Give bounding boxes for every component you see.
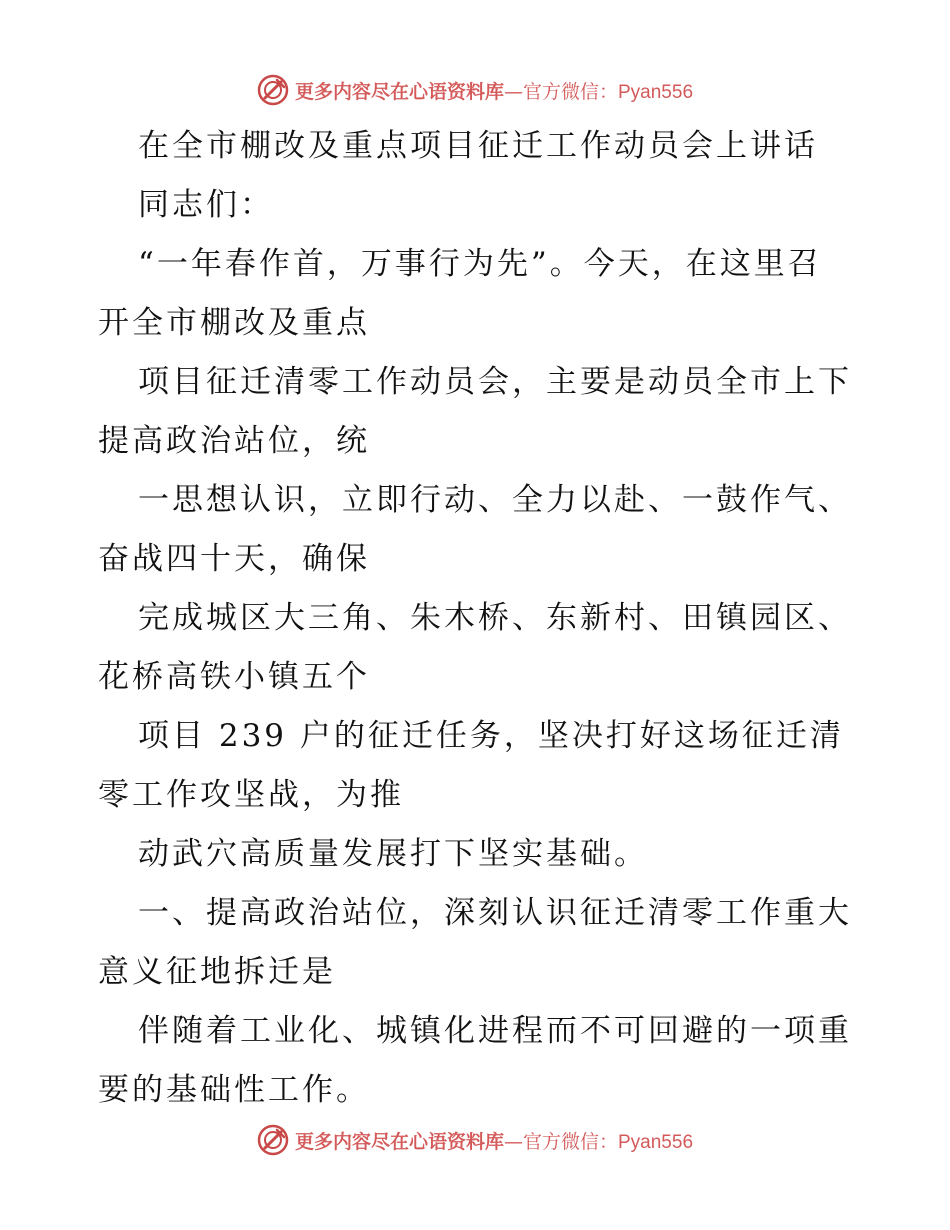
- paragraph-line: 动武穴高质量发展打下坚实基础。: [138, 836, 648, 872]
- footer-banner: [0, 1120, 950, 1160]
- seal-logo-icon: [257, 74, 289, 106]
- banner-contact-label: 官方微信：: [522, 1130, 618, 1153]
- paragraph-line: 奋战四十天，确保: [98, 541, 370, 577]
- paragraph-line: 项目征迁清零工作动员会，主要是动员全市上下: [138, 364, 852, 400]
- document-title: 在全市棚改及重点项目征迁工作动员会上讲话: [138, 128, 818, 164]
- banner-text: [295, 77, 693, 104]
- paragraph-line: 要的基础性工作。: [98, 1072, 370, 1108]
- paragraph-line: 项目 239 户的征迁任务，坚决打好这场征迁清: [138, 718, 844, 754]
- banner-site-text: 更多内容尽在心语资料库: [294, 1130, 504, 1153]
- document-body: [98, 117, 858, 1120]
- paragraph-line: 一思想认识，立即行动、全力以赴、一鼓作气、: [138, 482, 852, 518]
- banner-wechat-id: Pyan556: [618, 81, 694, 103]
- banner-separator: —: [503, 80, 523, 103]
- banner-separator: —: [503, 1130, 523, 1153]
- paragraph-line: 意义征地拆迁是: [98, 954, 336, 990]
- paragraph-line: 伴随着工业化、城镇化进程而不可回避的一项重: [138, 1013, 852, 1049]
- paragraph-line: 完成城区大三角、朱木桥、东新村、田镇园区、: [138, 600, 852, 636]
- paragraph-line: “一年春作首，万事行为先”。今天，在这里召: [138, 246, 822, 282]
- paragraph-line: 开全市棚改及重点: [98, 305, 370, 341]
- banner-text: [295, 1127, 693, 1154]
- seal-logo-icon: [257, 1124, 289, 1156]
- header-banner: [0, 70, 950, 110]
- paragraph-line: 同志们：: [138, 187, 274, 223]
- banner-site-text: 更多内容尽在心语资料库: [294, 80, 504, 103]
- paragraph-line: 一、提高政治站位，深刻认识征迁清零工作重大: [138, 895, 852, 931]
- paragraph-line: 零工作攻坚战，为推: [98, 777, 404, 813]
- paragraph-line: 提高政治站位，统: [98, 423, 370, 459]
- paragraph-line: 花桥高铁小镇五个: [98, 659, 370, 695]
- banner-wechat-id: Pyan556: [618, 1131, 694, 1153]
- banner-contact-label: 官方微信：: [522, 80, 618, 103]
